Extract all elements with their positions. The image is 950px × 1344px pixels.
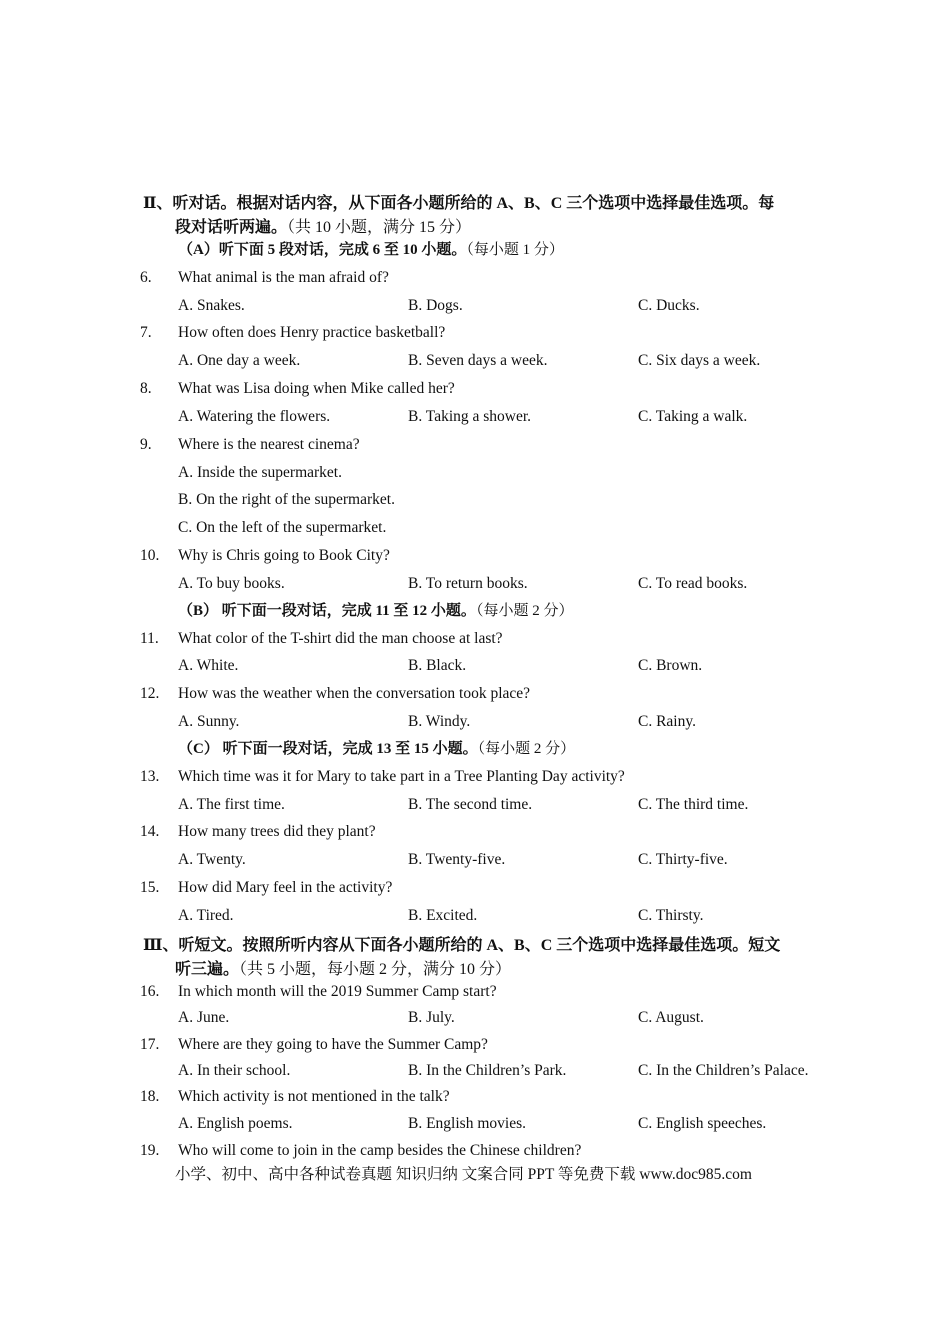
question-7-option-b: B. Seven days a week. [408, 352, 548, 369]
question-6-option-b: B. Dogs. [408, 297, 463, 314]
part-a-heading: （A）听下面 5 段对话，完成 6 至 10 小题。（每小题 1 分） [178, 242, 564, 258]
section-2-heading [143, 192, 823, 240]
question-10-option-c: C. To read books. [638, 575, 748, 592]
part-b-heading: （B） 听下面一段对话，完成 11 至 12 小题。（每小题 2 分） [178, 603, 574, 619]
question-14: 14. How many trees did they plant? [140, 823, 376, 840]
question-15: 15. How did Mary feel in the activity? [140, 879, 393, 896]
question-12-option-b: B. Windy. [408, 713, 471, 730]
question-9-option-c: C. On the left of the supermarket. [178, 519, 387, 536]
question-12-option-a: A. Sunny. [178, 713, 240, 730]
question-14-option-c: C. Thirty-five. [638, 851, 728, 868]
question-13-option-a: A. The first time. [178, 796, 285, 813]
question-18-option-a: A. English poems. [178, 1115, 293, 1132]
question-19: 19. Who will come to join in the camp besides the Chinese children? [140, 1142, 582, 1159]
question-18: 18. Which activity is not mentioned in the talk? [140, 1088, 450, 1105]
question-8-option-a: A. Watering the flowers. [178, 408, 331, 425]
section-3-heading [143, 934, 823, 982]
question-11-option-c: C. Brown. [638, 657, 703, 674]
question-11-option-a: A. White. [178, 657, 239, 674]
question-16-option-c: C. August. [638, 1009, 704, 1026]
question-6-option-c: C. Ducks. [638, 297, 700, 314]
question-6: 6. What animal is the man afraid of? [140, 269, 389, 286]
section-3-line-1: Ⅲ、听短文。按照所听内容从下面各小题所给的 A、B、C 三个选项中选择最佳选项。短文 [143, 937, 781, 954]
question-16-option-a: A. June. [178, 1009, 230, 1026]
question-8: 8. What was Lisa doing when Mike called her? [140, 380, 455, 397]
question-9: 9. Where is the nearest cinema? [140, 436, 360, 453]
question-8-option-b: B. Taking a shower. [408, 408, 532, 425]
question-8-option-c: C. Taking a walk. [638, 408, 748, 425]
question-17-option-b: B. In the Children’s Park. [408, 1062, 567, 1079]
question-15-option-c: C. Thirsty. [638, 907, 704, 924]
question-15-option-a: A. Tired. [178, 907, 234, 924]
section-2-line-2: 段对话听两遍。（共 10 小题，满分 15 分） [175, 219, 472, 236]
footer-download-notice: 小学、初中、高中各种试卷真题 知识归纳 文案合同 PPT 等免费下载 www.doc985.com [175, 1166, 752, 1183]
question-17-option-a: A. In their school. [178, 1062, 291, 1079]
question-12: 12. How was the weather when the conversation took place? [140, 685, 531, 702]
question-6-option-a: A. Snakes. [178, 297, 245, 314]
question-10: 10. Why is Chris going to Book City? [140, 547, 390, 564]
question-11: 11. What color of the T-shirt did the man choose at last? [140, 630, 503, 647]
question-18-option-c: C. English speeches. [638, 1115, 767, 1132]
question-15-option-b: B. Excited. [408, 907, 478, 924]
question-17-option-c: C. In the Children’s Palace. [638, 1062, 809, 1079]
question-12-option-c: C. Rainy. [638, 713, 696, 730]
question-9-option-b: B. On the right of the supermarket. [178, 491, 395, 508]
part-c-heading: （C） 听下面一段对话，完成 13 至 15 小题。（每小题 2 分） [178, 741, 576, 757]
question-10-option-a: A. To buy books. [178, 575, 285, 592]
question-10-option-b: B. To return books. [408, 575, 528, 592]
question-14-option-b: B. Twenty-five. [408, 851, 506, 868]
question-13-option-b: B. The second time. [408, 796, 533, 813]
question-7-option-c: C. Six days a week. [638, 352, 761, 369]
question-14-option-a: A. Twenty. [178, 851, 246, 868]
section-3-line-2: 听三遍。（共 5 小题，每小题 2 分，满分 10 分） [175, 961, 512, 978]
question-18-option-b: B. English movies. [408, 1115, 526, 1132]
question-7: 7. How often does Henry practice basketball? [140, 324, 446, 341]
question-9-option-a: A. Inside the supermarket. [178, 464, 342, 481]
question-16-option-b: B. July. [408, 1009, 455, 1026]
question-7-option-a: A. One day a week. [178, 352, 301, 369]
question-13-option-c: C. The third time. [638, 796, 749, 813]
question-16: 16. In which month will the 2019 Summer Camp start? [140, 983, 497, 1000]
question-17: 17. Where are they going to have the Summer Camp? [140, 1036, 488, 1053]
question-11-option-b: B. Black. [408, 657, 467, 674]
question-13: 13. Which time was it for Mary to take part in a Tree Planting Day activity? [140, 768, 625, 785]
section-2-line-1: Ⅱ、听对话。根据对话内容，从下面各小题所给的 A、B、C 三个选项中选择最佳选项。每 [143, 195, 775, 212]
